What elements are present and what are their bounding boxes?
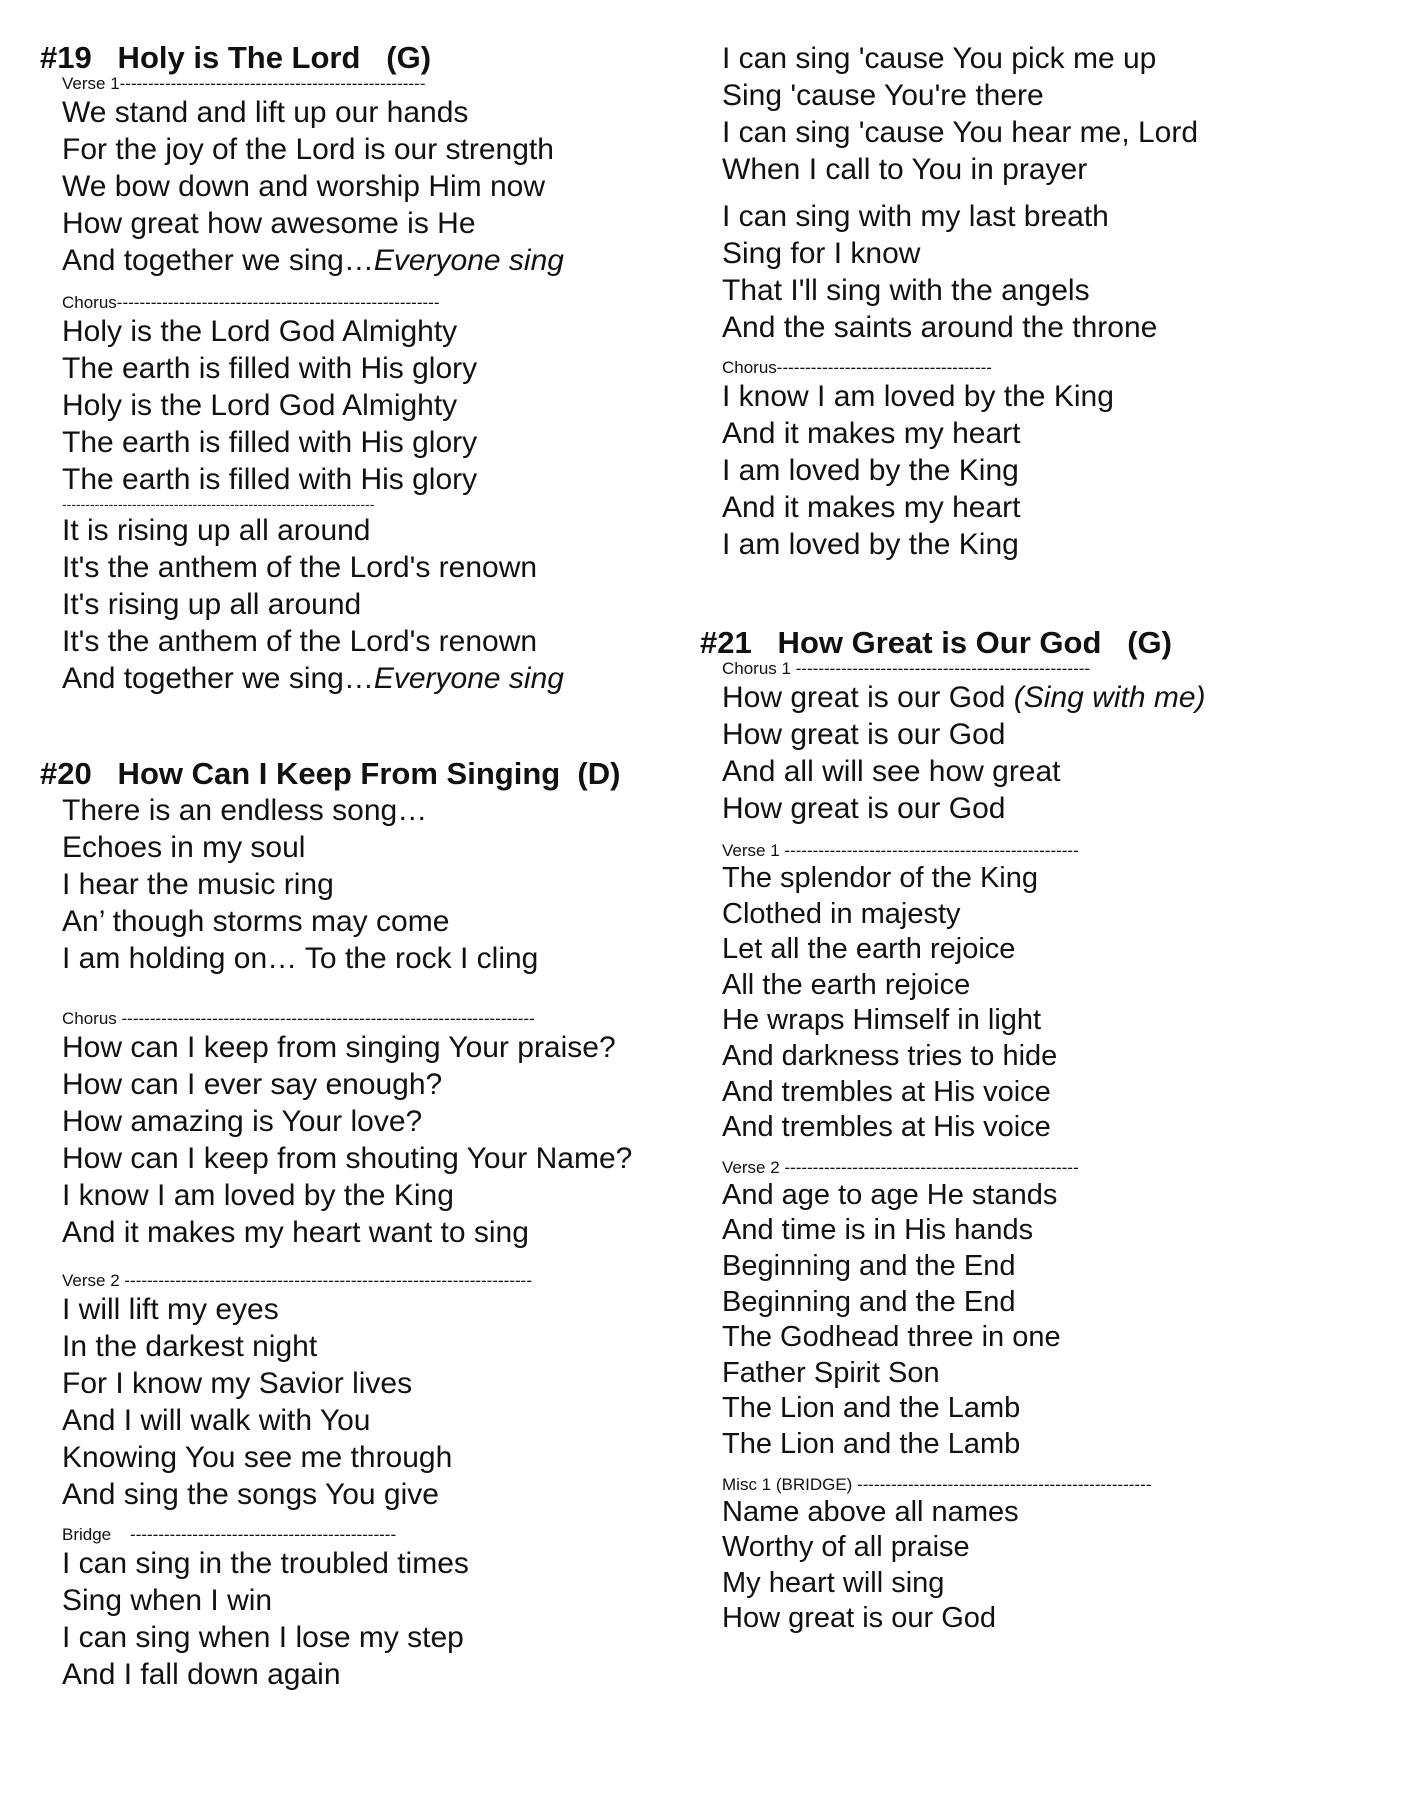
lyric-line: All the earth rejoice <box>722 968 971 1001</box>
lyric-line: Worthy of all praise <box>722 1531 970 1564</box>
song-19 <box>40 40 700 697</box>
lyric-line: For the joy of the Lord is our strength <box>62 133 554 166</box>
lyric-line: I can sing with my last breath <box>722 200 1109 233</box>
lyric-line: Knowing You see me through <box>62 1441 453 1474</box>
section-label-misc-bridge: Misc 1 (BRIDGE) ---------------------------------------------------- <box>722 1474 1152 1494</box>
lyric-line: I will lift my eyes <box>62 1293 279 1326</box>
song-title: #21 How Great is Our God (G) <box>700 625 1172 660</box>
lyric-line: That I'll sing with the angels <box>722 274 1090 307</box>
song-20-continued <box>722 40 1372 563</box>
lyric-line: It's rising up all around <box>62 588 362 621</box>
lyric-line: The Lion and the Lamb <box>722 1392 1021 1425</box>
lyric-text: And together we sing… <box>62 662 374 695</box>
lyric-line: The splendor of the King <box>722 862 1038 894</box>
lyric-line: I can sing in the troubled times <box>62 1547 469 1580</box>
lyric-line: The Godhead three in one <box>722 1321 1061 1354</box>
lyric-line: How great is our God <box>722 792 1006 825</box>
lyric-line: And I fall down again <box>62 1658 341 1691</box>
lyric-line: I can sing 'cause You pick me up <box>722 42 1157 75</box>
lyric-line: He wraps Himself in light <box>722 1004 1042 1037</box>
lyric-line: And it makes my heart want to sing <box>62 1216 529 1249</box>
lyric-line: How can I keep from shouting Your Name? <box>62 1142 633 1175</box>
section-label-verse-2: Verse 2 ------------------------------------------------------------------------ <box>62 1271 532 1290</box>
lyric-italic: Everyone sing <box>373 662 564 695</box>
lyric-line: And age to age He stands <box>722 1178 1058 1211</box>
lyric-line: How can I keep from singing Your praise? <box>62 1031 616 1064</box>
lyric-line: I am holding on… To the rock I cling <box>62 942 539 975</box>
chorus-2-lines <box>722 378 1372 563</box>
lyric-line: Let all the earth rejoice <box>722 933 1016 966</box>
verse-1-lines <box>62 94 700 279</box>
misc-bridge-lines <box>722 1495 1380 1637</box>
lyric-line: The earth is filled with His glory <box>62 426 478 459</box>
lyric-line: And all will see how great <box>722 755 1061 788</box>
bridge-continued-lines-2 <box>722 198 1372 346</box>
lyric-line: How great how awesome is He <box>62 207 476 240</box>
lyric-line: I can sing when I lose my step <box>62 1621 464 1654</box>
lyric-line: The earth is filled with His glory <box>62 463 478 496</box>
lyric-line: Sing when I win <box>62 1584 273 1617</box>
section-label-verse-1: Verse 1------------------------------------------------------ <box>62 74 426 93</box>
lyric-line: Father Spirit Son <box>722 1356 940 1389</box>
lyric-line: I can sing 'cause You hear me, Lord <box>722 116 1199 149</box>
section-label-bridge: Bridge ----------------------------------------------- <box>62 1525 397 1544</box>
lyric-line: It's the anthem of the Lord's renown <box>62 551 538 584</box>
lyric-line: And sing the songs You give <box>62 1478 439 1511</box>
section-label-chorus: Chorus ------------------------------------------------------------------------- <box>62 1009 535 1028</box>
lyric-line: Beginning and the End <box>722 1285 1016 1318</box>
lyric-line: For I know my Savior lives <box>62 1367 413 1400</box>
lyric-line: We stand and lift up our hands <box>62 96 469 129</box>
lyric-italic: (Sing with me) <box>1013 681 1206 714</box>
lyric-line: Holy is the Lord God Almighty <box>62 389 458 422</box>
lyric-line: We bow down and worship Him now <box>62 170 546 203</box>
bridge-lines <box>62 512 700 697</box>
lyric-line: It's the anthem of the Lord's renown <box>62 625 538 658</box>
lyric-line: And I will walk with You <box>62 1404 371 1437</box>
verse-1-lines <box>62 792 700 977</box>
lyric-line: Holy is the Lord God Almighty <box>62 315 458 348</box>
lyric-italic: Everyone sing <box>373 244 564 277</box>
lyric-line: Clothed in majesty <box>722 897 961 930</box>
verse-2-lines <box>62 1291 700 1513</box>
lyric-line: I am loved by the King <box>722 454 1019 487</box>
lyric-text: And together we sing… <box>62 244 374 277</box>
lyric-line: An’ though storms may come <box>62 905 450 938</box>
lyric-line <box>62 242 700 279</box>
section-label-chorus: Chorus--------------------------------------------------------- <box>62 293 440 312</box>
song-title: #19 Holy is The Lord (G) <box>40 40 432 75</box>
section-label-verse-1: Verse 1 ---------------------------------------------------- <box>722 841 1079 860</box>
lyric-line: How amazing is Your love? <box>62 1105 423 1138</box>
section-label-chorus-1: Chorus 1 ---------------------------------------------------- <box>722 659 1091 678</box>
lyric-line: Beginning and the End <box>722 1249 1016 1282</box>
lyric-line: Sing 'cause You're there <box>722 79 1044 112</box>
lyric-line: I am loved by the King <box>722 528 1019 561</box>
lyric-line: In the darkest night <box>62 1330 318 1363</box>
section-label-verse-2: Verse 2 ---------------------------------------------------- <box>722 1157 1079 1177</box>
lyric-line: And time is in His hands <box>722 1214 1034 1247</box>
lyric-line: I know I am loved by the King <box>62 1179 454 1212</box>
lyric-line: And trembles at His voice <box>722 1075 1051 1108</box>
section-label-chorus: Chorus-------------------------------------- <box>722 358 992 377</box>
lyric-line: Name above all names <box>722 1495 1019 1528</box>
lyric-line <box>722 679 1380 716</box>
lyric-line: There is an endless song… <box>62 794 428 827</box>
lyric-line <box>62 660 700 697</box>
chorus-lines <box>62 1029 700 1251</box>
lyric-text: How great is our God <box>722 681 1014 714</box>
lyric-line: How great is our God <box>722 1602 997 1635</box>
lyric-line: The earth is filled with His glory <box>62 352 478 385</box>
song-title: #20 How Can I Keep From Singing (D) <box>40 756 621 791</box>
song-21 <box>700 625 1380 1637</box>
bridge-continued-lines <box>722 40 1372 188</box>
lyric-line: And it makes my heart <box>722 417 1021 450</box>
verse-1-lines <box>722 861 1380 1146</box>
verse-2-lines <box>722 1178 1380 1463</box>
section-divider: ------------------------------------------------------------------- <box>62 496 375 512</box>
chorus-1-lines <box>722 679 1380 827</box>
chorus-lines <box>62 313 700 498</box>
lyric-line: And it makes my heart <box>722 491 1021 524</box>
lyric-line: And darkness tries to hide <box>722 1039 1058 1072</box>
lyric-line: I know I am loved by the King <box>722 380 1114 413</box>
bridge-lines <box>62 1545 700 1693</box>
lyric-line: How can I ever say enough? <box>62 1068 443 1101</box>
song-20 <box>40 756 700 1693</box>
lyric-line: Echoes in my soul <box>62 831 306 864</box>
lyric-line: It is rising up all around <box>62 514 371 547</box>
lyric-line: And trembles at His voice <box>722 1111 1051 1144</box>
lyric-line: How great is our God <box>722 718 1006 751</box>
lyric-line: And the saints around the throne <box>722 311 1158 344</box>
lyric-line: My heart will sing <box>722 1566 945 1599</box>
lyric-line: I hear the music ring <box>62 868 334 901</box>
lyric-line: The Lion and the Lamb <box>722 1427 1021 1460</box>
lyric-line: When I call to You in prayer <box>722 153 1088 186</box>
lyric-line: Sing for I know <box>722 237 921 270</box>
